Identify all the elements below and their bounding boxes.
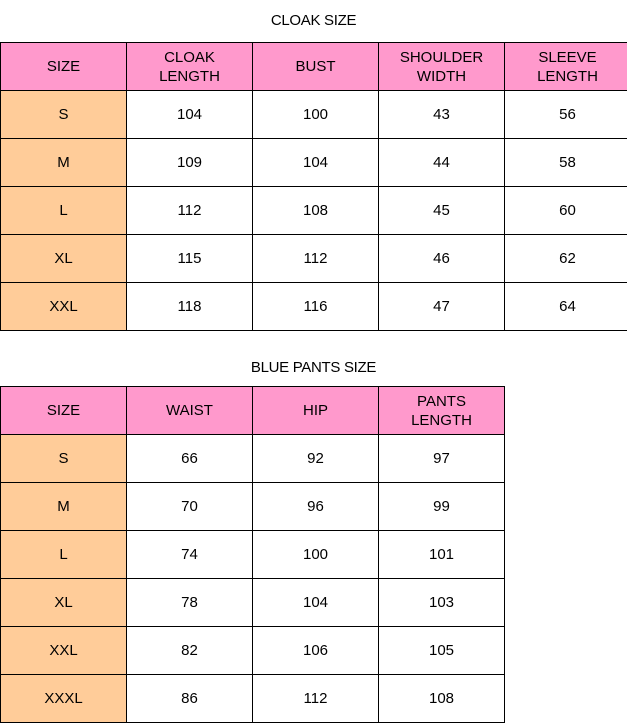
shoulder-width-cell: 43 (379, 91, 505, 139)
header-bust: BUST (253, 43, 379, 91)
sleeve-length-cell: 58 (505, 139, 627, 187)
header-row (1, 43, 627, 91)
cloak-length-cell: 104 (127, 91, 253, 139)
table-row (1, 579, 505, 627)
bust-cell: 100 (253, 91, 379, 139)
hip-cell: 96 (253, 483, 379, 531)
pants-table-body (1, 435, 505, 723)
table-row (1, 235, 627, 283)
table-row (1, 283, 627, 331)
table-row (1, 139, 627, 187)
table-row (1, 627, 505, 675)
waist-cell: 74 (127, 531, 253, 579)
bust-cell: 116 (253, 283, 379, 331)
bust-cell: 108 (253, 187, 379, 235)
cloak-table-body (1, 91, 627, 331)
hip-cell: 104 (253, 579, 379, 627)
size-cell: M (1, 483, 127, 531)
header-size: SIZE (1, 43, 127, 91)
table-row (1, 435, 505, 483)
size-cell: M (1, 139, 127, 187)
size-cell: XXL (1, 627, 127, 675)
table-row (1, 187, 627, 235)
waist-cell: 82 (127, 627, 253, 675)
shoulder-width-cell: 44 (379, 139, 505, 187)
size-cell: S (1, 435, 127, 483)
hip-cell: 100 (253, 531, 379, 579)
table-row (1, 91, 627, 139)
waist-cell: 78 (127, 579, 253, 627)
size-cell: L (1, 187, 127, 235)
hip-cell: 106 (253, 627, 379, 675)
size-cell: XXXL (1, 675, 127, 723)
shoulder-width-cell: 47 (379, 283, 505, 331)
table-row (1, 675, 505, 723)
cloak-length-cell: 115 (127, 235, 253, 283)
header-row (1, 387, 505, 435)
pants-length-cell: 108 (379, 675, 505, 723)
cloak-table-header (1, 43, 627, 91)
cloak-length-cell: 112 (127, 187, 253, 235)
pants-length-cell: 97 (379, 435, 505, 483)
waist-cell: 70 (127, 483, 253, 531)
cloak-size-table (0, 42, 627, 331)
header-hip: HIP (253, 387, 379, 435)
sleeve-length-cell: 60 (505, 187, 627, 235)
pants-length-cell: 105 (379, 627, 505, 675)
shoulder-width-cell: 46 (379, 235, 505, 283)
bust-cell: 104 (253, 139, 379, 187)
header-pants-length: PANTS LENGTH (379, 387, 505, 435)
hip-cell: 92 (253, 435, 379, 483)
cloak-length-cell: 118 (127, 283, 253, 331)
blue-pants-size-title: BLUE PANTS SIZE (250, 359, 377, 376)
waist-cell: 86 (127, 675, 253, 723)
header-size: SIZE (1, 387, 127, 435)
shoulder-width-cell: 45 (379, 187, 505, 235)
header-cloak-length: CLOAK LENGTH (127, 43, 253, 91)
waist-cell: 66 (127, 435, 253, 483)
sleeve-length-cell: 56 (505, 91, 627, 139)
pants-length-cell: 103 (379, 579, 505, 627)
table-row (1, 531, 505, 579)
table-row (1, 483, 505, 531)
hip-cell: 112 (253, 675, 379, 723)
pants-table-header (1, 387, 505, 435)
sleeve-length-cell: 64 (505, 283, 627, 331)
sleeve-length-cell: 62 (505, 235, 627, 283)
blue-pants-size-table (0, 386, 505, 723)
size-cell: XXL (1, 283, 127, 331)
cloak-size-title: CLOAK SIZE (270, 12, 357, 29)
header-sleeve-length: SLEEVE LENGTH (505, 43, 627, 91)
pants-length-cell: 101 (379, 531, 505, 579)
bust-cell: 112 (253, 235, 379, 283)
size-cell: XL (1, 235, 127, 283)
header-shoulder-width: SHOULDER WIDTH (379, 43, 505, 91)
size-cell: S (1, 91, 127, 139)
cloak-length-cell: 109 (127, 139, 253, 187)
size-cell: XL (1, 579, 127, 627)
header-waist: WAIST (127, 387, 253, 435)
pants-length-cell: 99 (379, 483, 505, 531)
size-cell: L (1, 531, 127, 579)
